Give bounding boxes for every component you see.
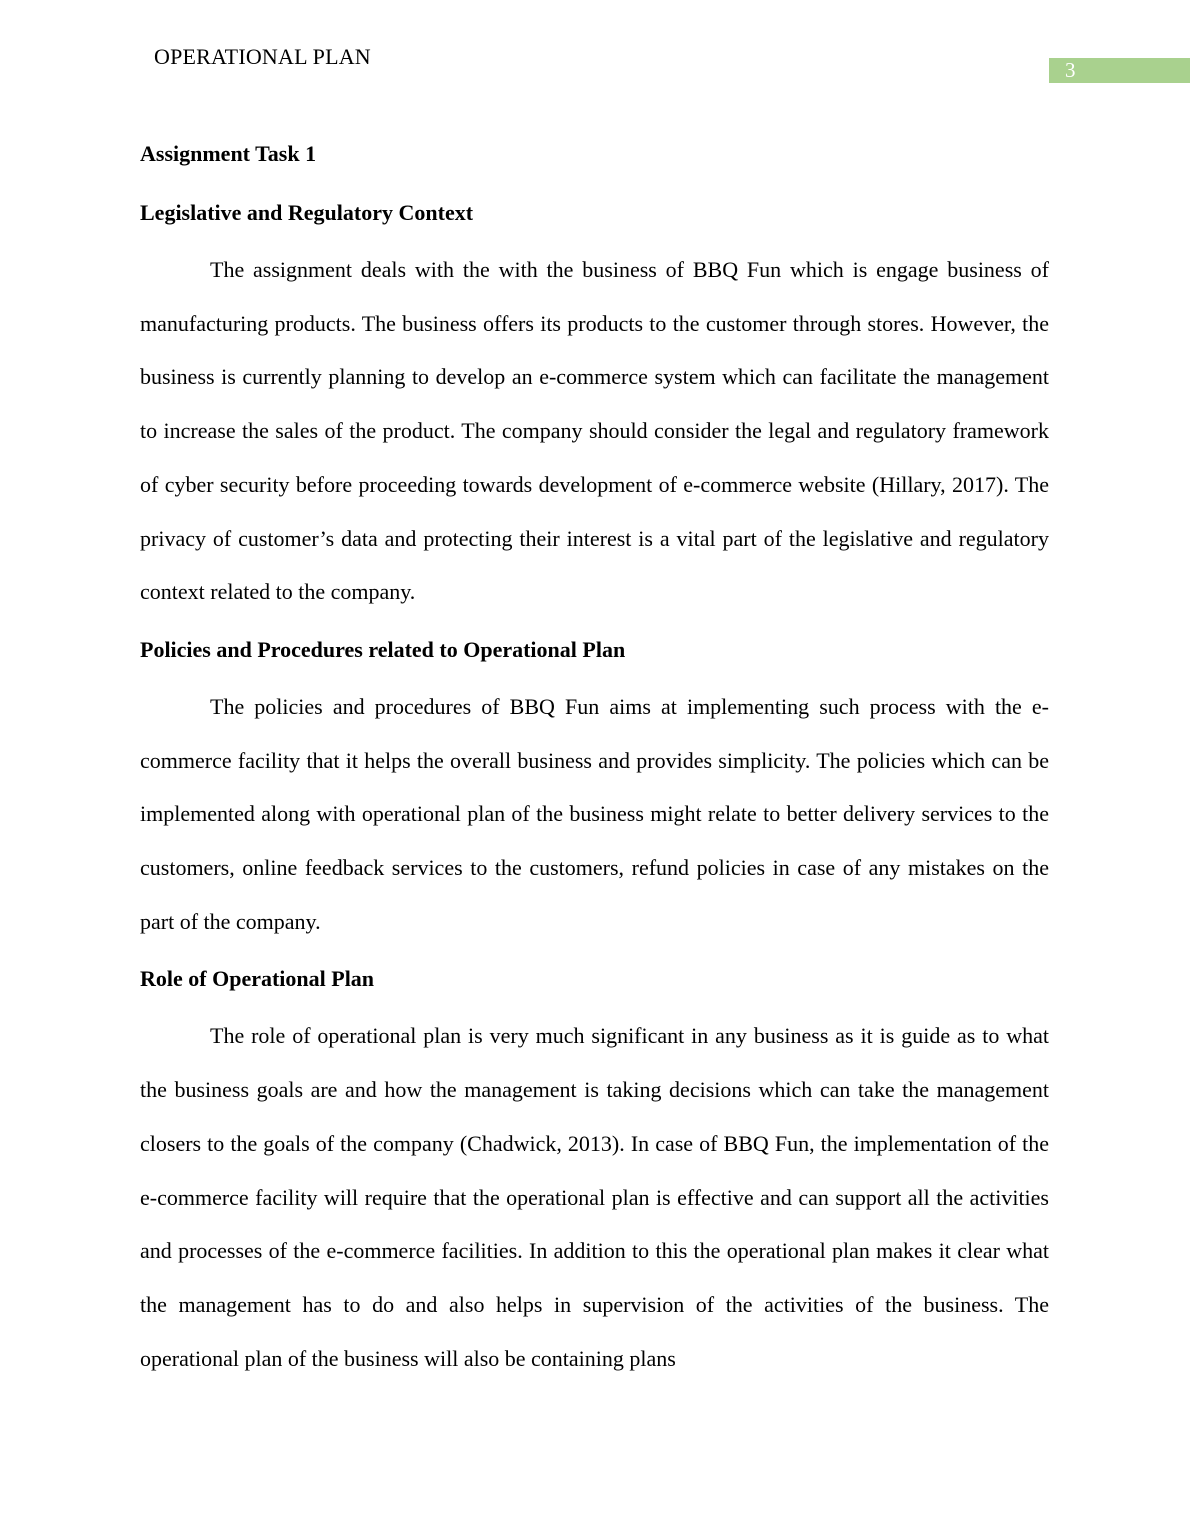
heading-role-operational-plan: Role of Operational Plan: [140, 966, 375, 992]
heading-assignment-task: Assignment Task 1: [140, 141, 317, 166]
paragraph-policies-procedures: The policies and procedures of BBQ Fun aims at implementing such process with the e-commerce facility that it helps the overall business and provides simplicity. The policies which can be implemented along with operational plan of the business might relate to better delivery services to the customers, online feedback services to the customers, refund policies in case of any mistakes on the part of the company.: [140, 693, 1049, 934]
page-number: 3: [1065, 58, 1076, 82]
paragraph-role-operational-plan: The role of operational plan is very much significant in any business as it is guide as to what the business goals are and how the management is taking decisions which can take the management closers to the goals of the company (Chadwick, 2013). In case of BBQ Fun, the implementation of the e-commerce facility will require that the operational plan is effective and can support all the activities and processes of the e-commerce facilities. In addition to this the operational plan makes it clear what the management has to do and also helps in supervision of the activities of the business. The operational plan of the business will also be containing plans: [140, 1023, 1049, 1371]
document-body: [140, 126, 1049, 1388]
paragraph-legislative-context: The assignment deals with the with the business of BBQ Fun which is engage business of manufacturing products. The business offers its products to the customer through stores. However, the business is currently planning to develop an e-commerce system which can facilitate the management to increase the sales of the product. The company should consider the legal and regulatory framework of cyber security before proceeding towards development of e-commerce website (Hillary, 2017). The privacy of customer’s data and protecting their interest is a vital part of the legislative and regulatory context related to the company.: [140, 257, 1049, 605]
heading-policies-procedures: Policies and Procedures related to Operational Plan: [140, 636, 626, 662]
page-number-badge: [1049, 58, 1190, 83]
heading-legislative-context: Legislative and Regulatory Context: [140, 200, 474, 225]
running-head: OPERATIONAL PLAN: [154, 44, 371, 69]
